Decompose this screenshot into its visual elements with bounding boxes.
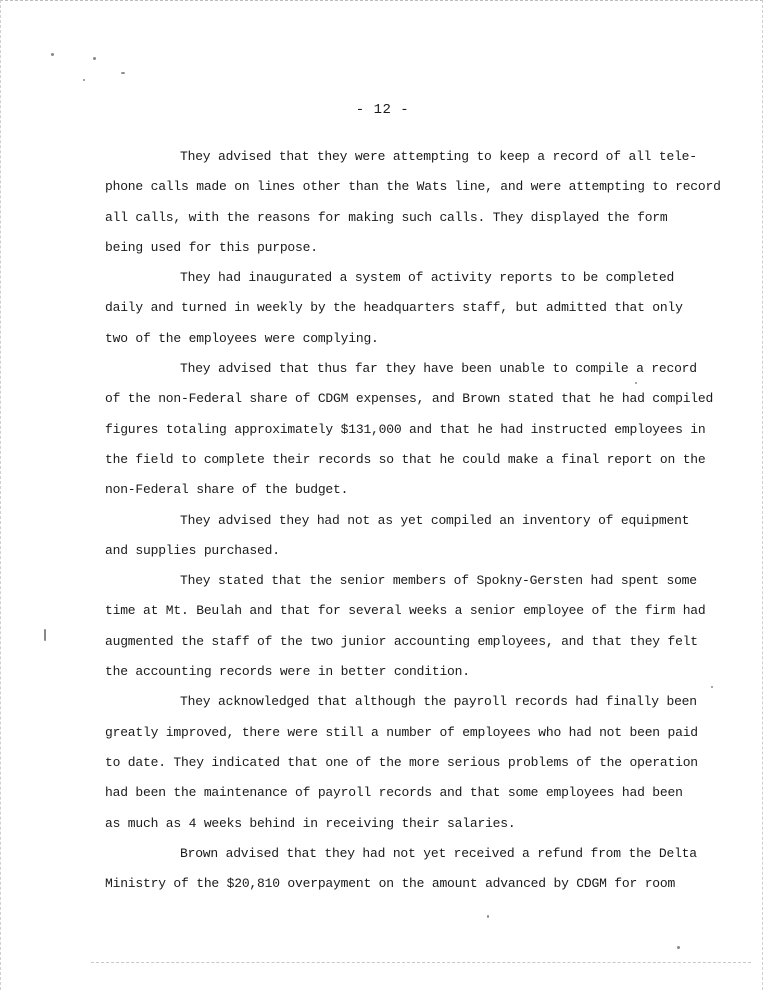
text-line: They stated that the senior members of Spokny-Gersten had spent some [180,573,697,589]
text-line: They had inaugurated a system of activity reports to be completed [180,270,675,286]
text-line: time at Mt. Beulah and that for several weeks a senior employee of the firm had [105,603,706,619]
text-line: as much as 4 weeks behind in receiving their salaries. [105,815,516,831]
scan-speck [121,72,125,74]
page-number: - 12 - [355,102,410,118]
text-line: the accounting records were in better condition. [105,664,470,680]
text-line: figures totaling approximately $131,000 and that he had instructed employees in [105,421,706,437]
text-line: Brown advised that they had not yet received a refund from the Delta [180,845,697,861]
text-line: and supplies purchased. [105,542,280,558]
text-line: non-Federal share of the budget. [105,482,349,498]
scan-speck [93,57,96,60]
text-line: Ministry of the $20,810 overpayment on the amount advanced by CDGM for room [105,876,676,892]
text-line: the field to complete their records so that he could make a final report on the [105,451,706,467]
scan-speck [635,382,637,384]
text-line: being used for this purpose. [105,239,318,255]
text-line: augmented the staff of the two junior accounting employees, and that they felt [105,633,698,649]
text-line: They advised that thus far they have been unable to compile a record [180,361,697,377]
text-line: had been the maintenance of payroll records and that some employees had been [105,785,683,801]
body-text [105,142,735,899]
text-line: two of the employees were complying. [105,330,379,346]
text-line: They acknowledged that although the payroll records had finally been [180,694,697,710]
scan-speck [677,946,680,949]
scan-speck [711,686,713,688]
bottom-scan-edge [91,962,751,963]
text-line: of the non-Federal share of CDGM expenses, and Brown stated that he had compiled [105,391,714,407]
text-line: They advised they had not as yet compiled an inventory of equipment [180,512,690,528]
scan-speck [51,53,54,56]
scan-speck [44,629,46,641]
scan-speck [487,915,489,918]
text-line: to date. They indicated that one of the more serious problems of the operation [105,754,698,770]
text-line: phone calls made on lines other than the Wats line, and were attempting to record [105,179,721,195]
scan-speck [83,79,85,81]
text-line: greatly improved, there were still a number of employees who had not been paid [105,724,698,740]
text-line: daily and turned in weekly by the headquarters staff, but admitted that only [105,300,683,316]
text-line: all calls, with the reasons for making such calls. They displayed the form [105,209,668,225]
text-line: They advised that they were attempting to keep a record of all tele- [180,149,697,164]
